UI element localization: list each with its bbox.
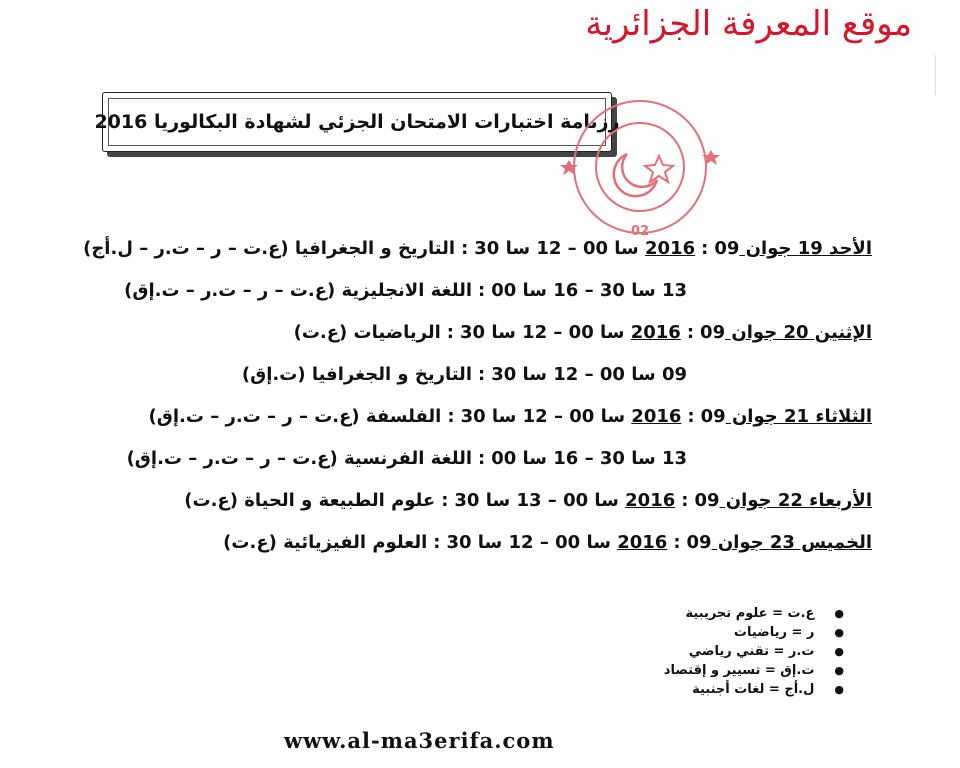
star-icon <box>645 156 673 182</box>
schedule-time: 09 سا 00 – 12 سا 30 <box>491 364 687 385</box>
schedule-time: 09 سا 00 – 12 سا 30 <box>460 322 726 343</box>
title-frame <box>94 92 620 152</box>
legend-item <box>664 680 844 699</box>
schedule-day: الأربعاء 22 جوان 2016 <box>625 490 872 511</box>
schedule-subject: الرياضيات (ع.ت) <box>293 322 441 343</box>
schedule-subject: اللغة الفرنسية (ع.ت – ر – ت.ر – ت.إق) <box>126 448 472 469</box>
legend-item <box>664 604 844 623</box>
schedule-subject: علوم الطبيعة و الحياة (ع.ت) <box>184 490 436 511</box>
document-title: رزنامة اختبارات الامتحان الجزئي لشهادة البكالوريا 2016 <box>94 111 620 133</box>
schedule-time: 09 سا 00 – 12 سا 30 <box>460 406 726 427</box>
site-title: موقع المعرفة الجزائرية <box>585 4 912 44</box>
stamp-outer-ring <box>574 101 706 233</box>
schedule-time: 13 سا 30 – 16 سا 00 <box>491 448 687 469</box>
bullet-icon: ● <box>834 607 844 620</box>
title-frame-inner <box>94 98 620 146</box>
schedule-time: 09 سا 00 – 13 سا 30 <box>454 490 720 511</box>
schedule-subject: الفلسفة (ع.ت – ر – ت.ر – ت.إق) <box>148 406 442 427</box>
legend-text: ت.إق = تسيير و إقتصاد <box>663 663 815 678</box>
schedule-row: 09 سا 00 – 12 سا 30:التاريخ و الجغرافيا (ت.إق) <box>241 364 687 385</box>
legend-item <box>664 623 844 642</box>
schedule-day: الثلاثاء 21 جوان 2016 <box>631 406 872 427</box>
bullet-icon: ● <box>834 664 844 677</box>
schedule-row: 13 سا 30 – 16 سا 00:اللغة الانجليزية (ع.ت – ر – ت.ر – ت.إق) <box>124 280 687 301</box>
schedule-row: الأربعاء 22 جوان 2016:09 سا 00 – 13 سا 30:علوم الطبيعة و الحياة (ع.ت) <box>184 490 872 511</box>
bullet-icon: ● <box>834 683 844 696</box>
schedule-subject: التاريخ و الجغرافيا (ع.ت – ر – ت.ر – ل.أج) <box>83 238 456 259</box>
schedule-subject: العلوم الفيزيائية (ع.ت) <box>223 532 428 553</box>
legend-text: ر = رياضيات <box>733 625 815 640</box>
legend-text: ت.ر = تقني رياضي <box>688 644 815 659</box>
exam-schedule <box>72 228 872 564</box>
website-url: www.al-ma3erifa.com <box>284 728 555 753</box>
divider <box>935 55 936 95</box>
crescent-icon <box>614 154 657 196</box>
schedule-subject: التاريخ و الجغرافيا (ت.إق) <box>241 364 472 385</box>
bullet-icon: ● <box>834 645 844 658</box>
schedule-day: الإثنين 20 جوان 2016 <box>630 322 872 343</box>
legend-text: ل.أج = لغات أجنبية <box>692 682 815 697</box>
bullet-icon: ● <box>834 626 844 639</box>
legend-item <box>664 661 844 680</box>
stamp-star-left-icon <box>560 160 578 175</box>
schedule-row: الخميس 23 جوان 2016:09 سا 00 – 12 سا 30:العلوم الفيزيائية (ع.ت) <box>223 532 872 553</box>
schedule-day: الخميس 23 جوان 2016 <box>617 532 872 553</box>
schedule-row: الأحد 19 جوان 2016:09 سا 00 – 12 سا 30:التاريخ و الجغرافيا (ع.ت – ر – ت.ر – ل.أج) <box>83 238 872 259</box>
schedule-day: الأحد 19 جوان 2016 <box>645 238 872 259</box>
schedule-time: 13 سا 30 – 16 سا 00 <box>491 280 687 301</box>
official-stamp <box>555 92 725 242</box>
legend-item <box>664 642 844 661</box>
abbreviation-legend <box>664 604 844 699</box>
schedule-time: 09 سا 00 – 12 سا 30 <box>474 238 740 259</box>
schedule-time: 09 سا 00 – 12 سا 30 <box>446 532 712 553</box>
schedule-row: الإثنين 20 جوان 2016:09 سا 00 – 12 سا 30:الرياضيات (ع.ت) <box>293 322 872 343</box>
stamp-number: 02 <box>630 224 650 239</box>
schedule-subject: اللغة الانجليزية (ع.ت – ر – ت.ر – ت.إق) <box>124 280 472 301</box>
legend-text: ع.ت = علوم تجريبية <box>685 606 815 621</box>
schedule-row: 13 سا 30 – 16 سا 00:اللغة الفرنسية (ع.ت – ر – ت.ر – ت.إق) <box>126 448 687 469</box>
schedule-row: الثلاثاء 21 جوان 2016:09 سا 00 – 12 سا 30:الفلسفة (ع.ت – ر – ت.ر – ت.إق) <box>148 406 872 427</box>
